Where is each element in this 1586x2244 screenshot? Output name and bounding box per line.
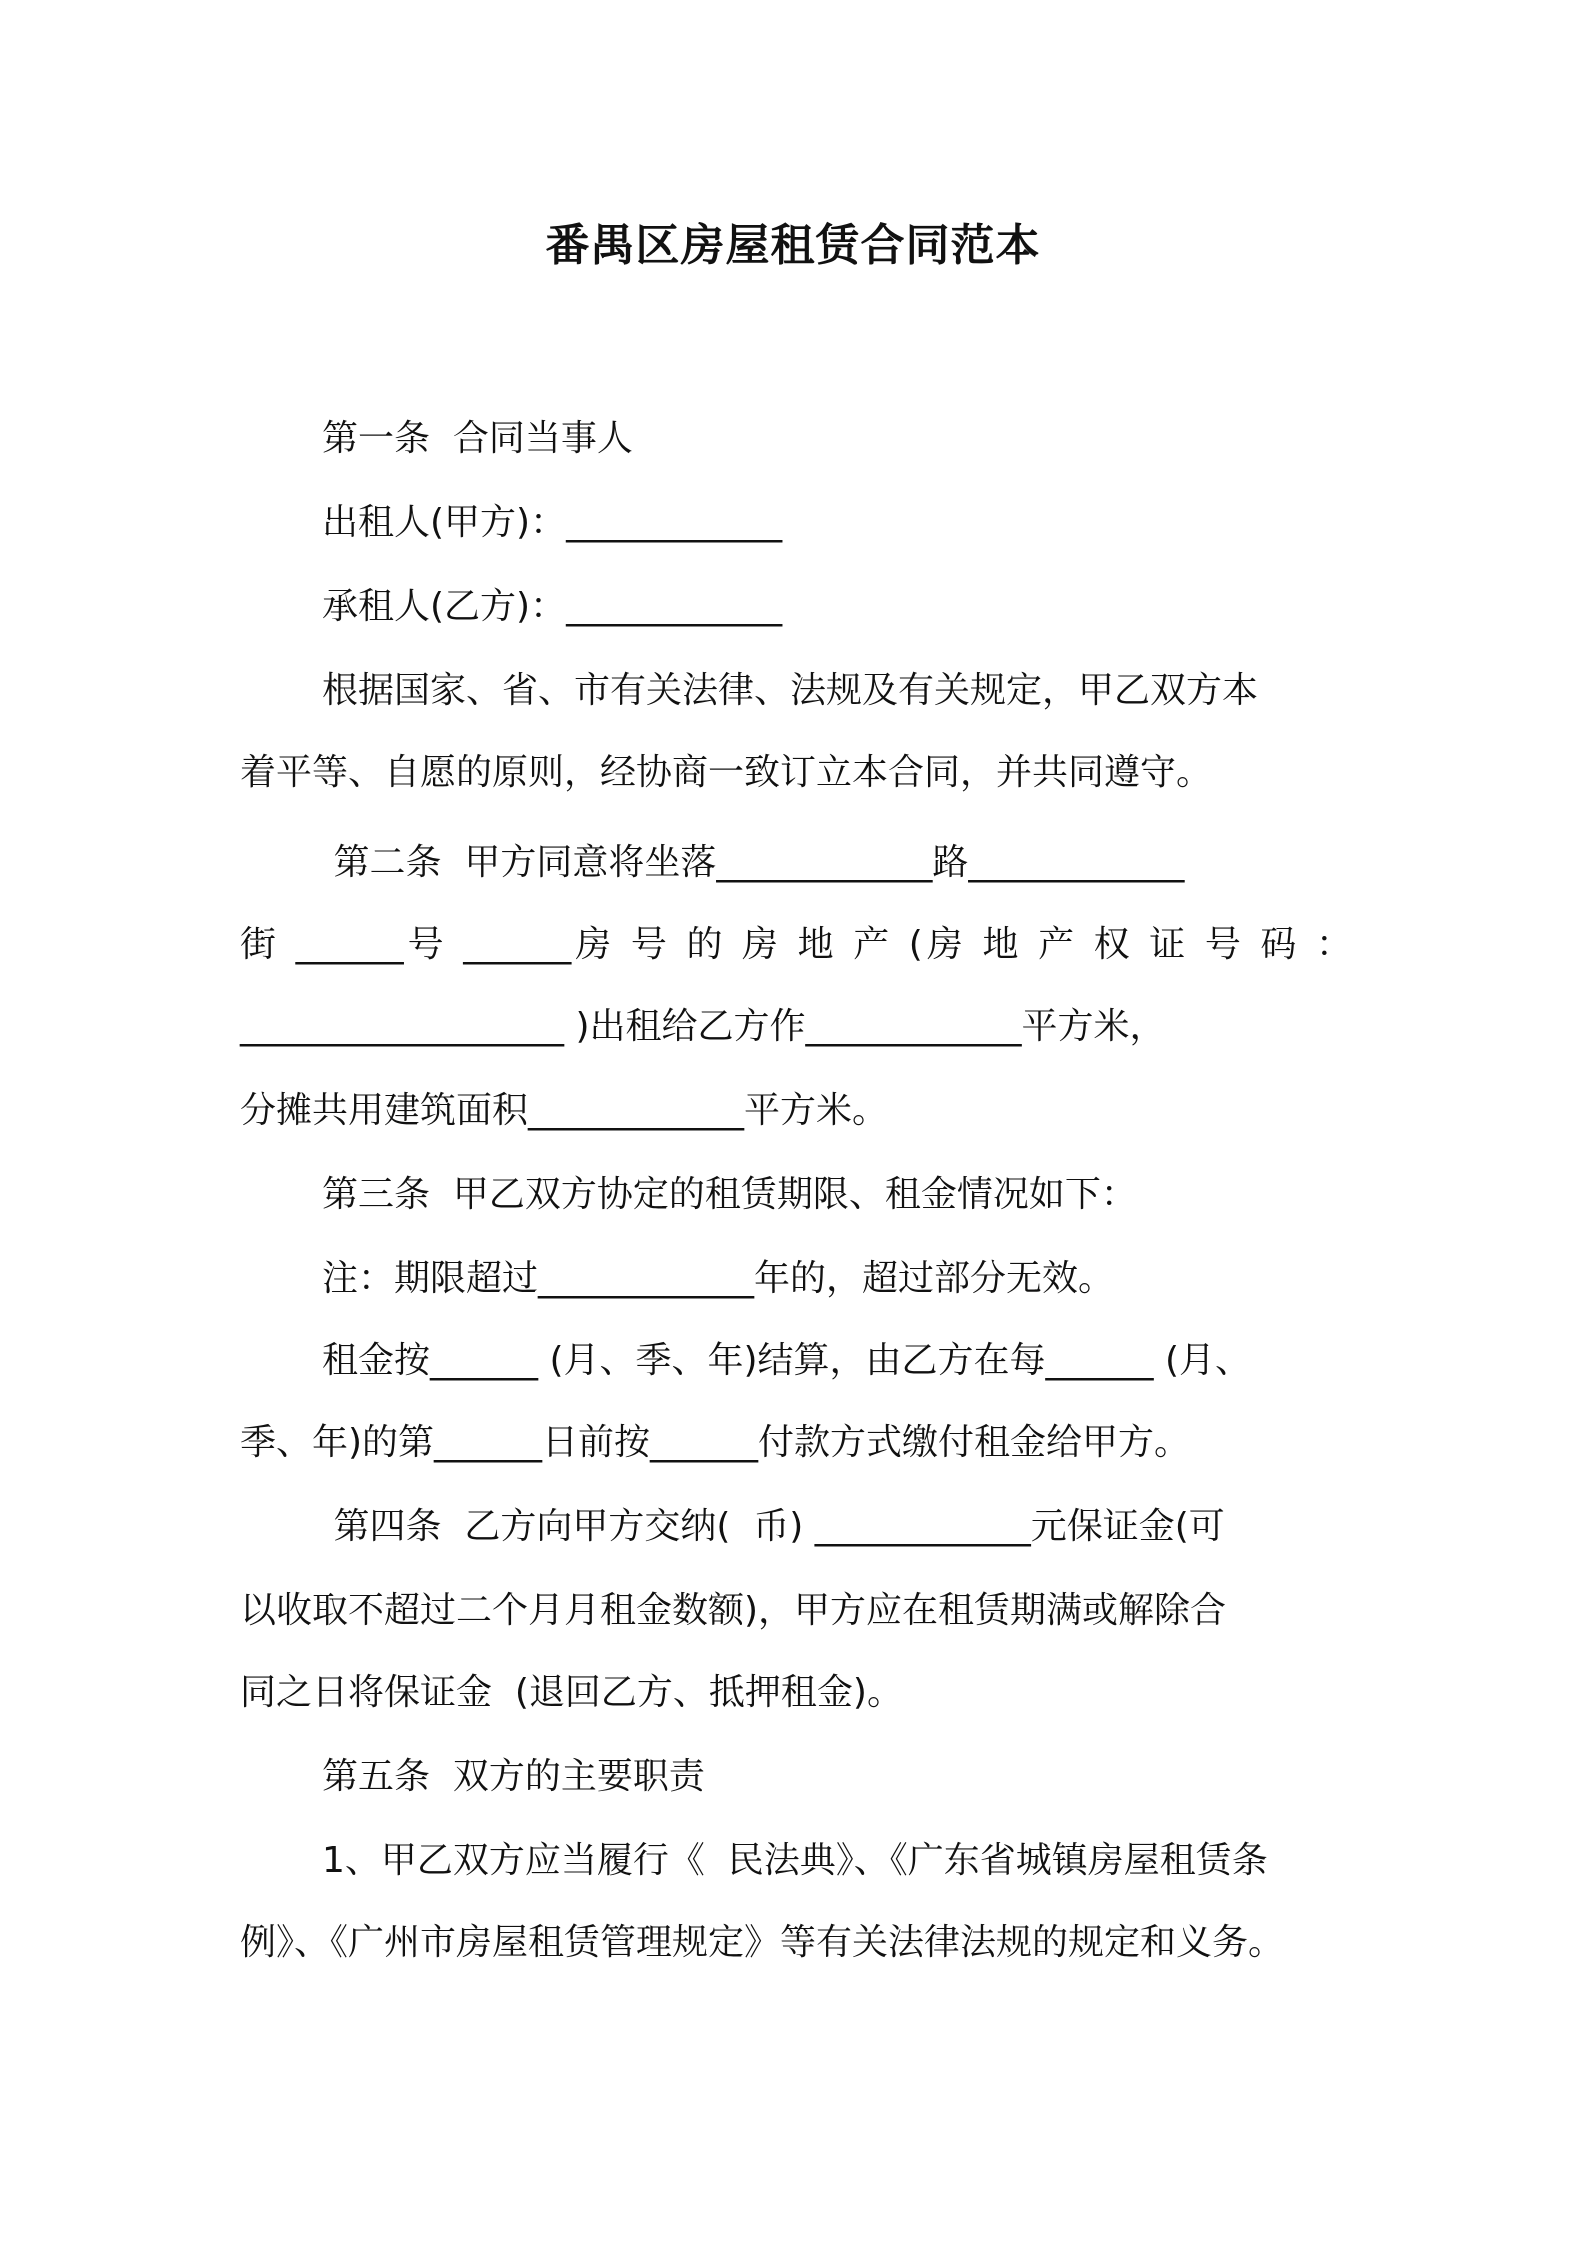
preamble-line-2: 着平等、自愿的原则，经协商一致订立本合同，并共同遵守。 — [240, 752, 1213, 793]
article-4-line-1: 第四条 乙方向甲方交纳( 币) ____________元保证金(可 — [322, 1506, 1225, 1547]
article-2-line-4: 分摊共用建筑面积____________平方米。 — [240, 1090, 889, 1131]
lessor-field: 出租人(甲方)：____________ — [322, 502, 783, 543]
rent-line-2: 季、年)的第______日前按______付款方式缴付租金给甲方。 — [240, 1422, 1191, 1463]
lessee-field: 承租人(乙方)：____________ — [322, 586, 783, 627]
article-3-note: 注：期限超过____________年的，超过部分无效。 — [322, 1258, 1115, 1299]
article-3-heading: 第三条 甲乙双方协定的租赁期限、租金情况如下： — [322, 1174, 1137, 1215]
article-5-item-1-line-2: 例》、《广州市房屋租赁管理规定》等有关法律法规的规定和义务。 — [240, 1922, 1285, 1963]
article-2-line-3: __________________ )出租给乙方作____________平方米， — [240, 1006, 1166, 1047]
article-1-heading: 第一条 合同当事人 — [322, 418, 633, 459]
preamble-line-1: 根据国家、省、市有关法律、法规及有关规定，甲乙双方本 — [322, 670, 1259, 711]
document-title: 番禺区房屋租赁合同范本 — [545, 220, 1041, 271]
article-5-heading: 第五条 双方的主要职责 — [322, 1756, 705, 1797]
rent-line-1: 租金按______ (月、季、年)结算，由乙方在每______ (月、 — [322, 1340, 1252, 1381]
article-2-line-2: 街 ______号 ______房 号 的 房 地 产 (房 地 产 权 证 号 码 ： — [240, 924, 1352, 965]
article-5-item-1-line-1: 1、甲乙双方应当履行《 民法典》、《广东省城镇房屋租赁条 — [322, 1840, 1268, 1881]
article-2-line-1: 第二条 甲方同意将坐落____________路____________ — [322, 842, 1185, 883]
article-4-line-3: 同之日将保证金 (退回乙方、抵押租金)。 — [240, 1672, 903, 1713]
article-4-line-2: 以收取不超过二个月月租金数额)，甲方应在租赁期满或解除合 — [240, 1590, 1227, 1631]
